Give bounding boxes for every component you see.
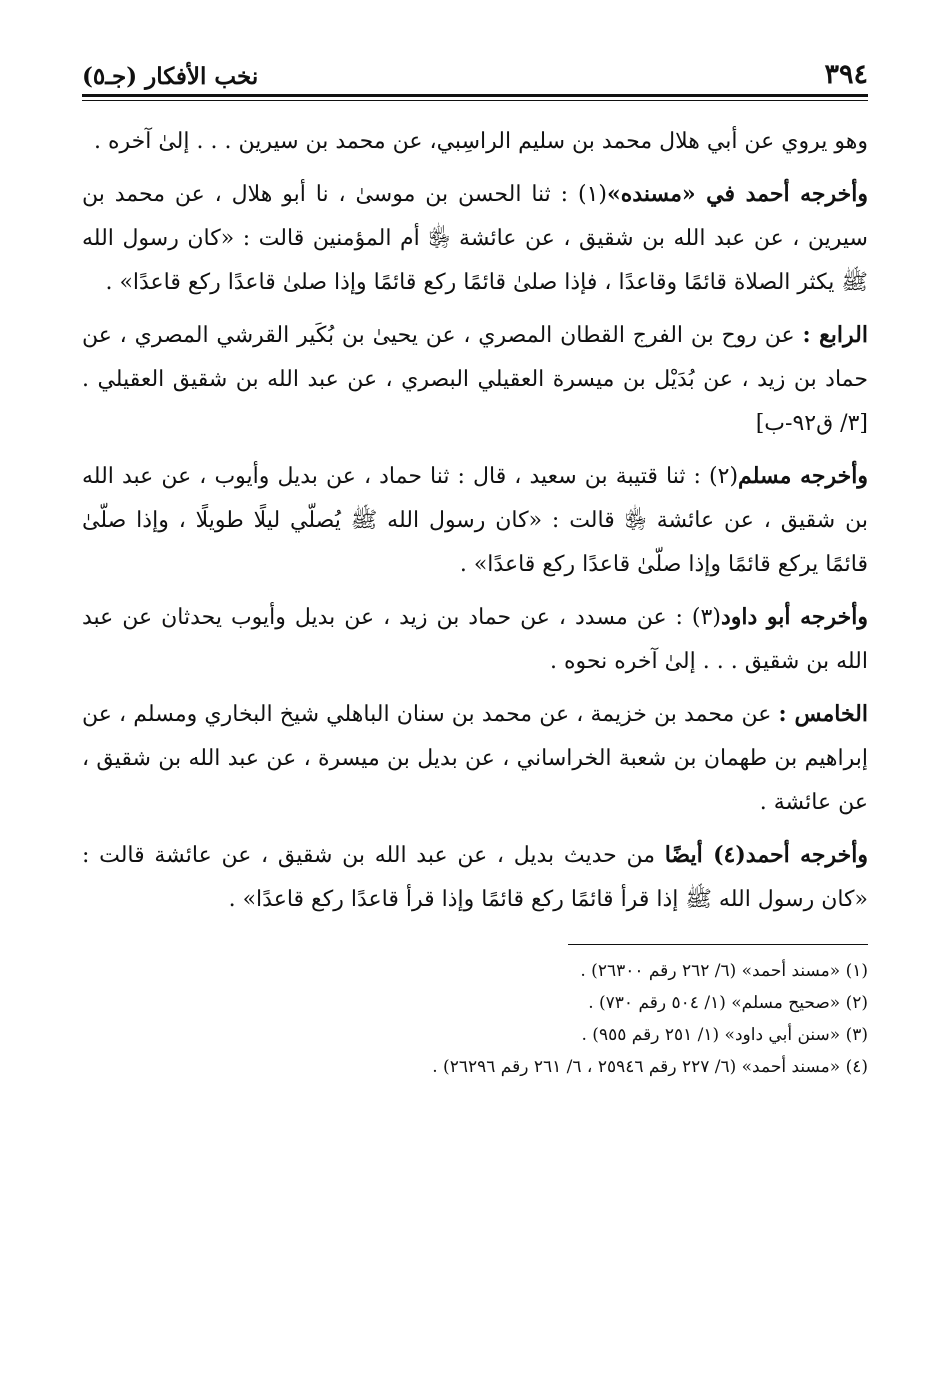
paragraph-text: من حديث بديل ، عن عبد الله بن شقيق ، عن عائشة قالت : «كان رسول الله ﷺ إذا قرأ قائمًا ركع قائمًا وإذا قرأ قاعدًا ركع قاعدًا» . xyxy=(82,843,868,912)
paragraph-1 xyxy=(82,119,868,164)
paragraph-text: (٢) : ثنا قتيبة بن سعيد ، قال : ثنا حماد ، عن بديل وأيوب ، عن عبد الله بن شقيق ، عن عائشة ﵂ قالت : «كان رسول الله ﷺ يُصلّي ليلًا طويلًا ، وإذا صلّىٰ قائمًا يركع قائمًا وإذا صلّىٰ قاعدًا ركع قاعدًا» . xyxy=(82,464,868,577)
paragraph-lead: الرابع : xyxy=(802,322,868,348)
paragraph-2 xyxy=(82,172,868,305)
footnote-4: (٤) «مسند أحمد» (٦/ ٢٢٧ رقم ٢٥٩٤٦ ، ٦/ ٢٦١ رقم ٢٦٢٩٦) . xyxy=(432,1057,868,1077)
main-text xyxy=(82,119,868,922)
header-rule-thin xyxy=(82,100,868,101)
paragraph-5 xyxy=(82,595,868,684)
footnote-3: (٣) «سنن أبي داود» (١/ ٢٥١ رقم ٩٥٥) . xyxy=(581,1025,868,1045)
paragraph-6 xyxy=(82,692,868,825)
footnote-separator xyxy=(568,944,868,945)
paragraph-lead: وأخرجه أبو داود xyxy=(720,604,869,630)
paragraph-lead: وأخرجه مسلم xyxy=(738,463,868,489)
paragraph-4 xyxy=(82,454,868,587)
paragraph-3 xyxy=(82,313,868,446)
header-rule xyxy=(82,94,868,97)
paragraph-text: (٣) : عن مسدد ، عن حماد بن زيد ، عن بديل وأيوب يحدثان عن عبد الله بن شقيق . . . إلىٰ آخره نحوه . xyxy=(82,605,868,674)
footnote-1: (١) «مسند أحمد» (٦/ ٢٦٢ رقم ٢٦٣٠٠) . xyxy=(580,961,868,981)
footnote-2: (٢) «صحيح مسلم» (١/ ٥٠٤ رقم ٧٣٠) . xyxy=(588,993,868,1013)
paragraph-text: عن محمد بن خزيمة ، عن محمد بن سنان الباهلي شيخ البخاري ومسلم ، عن إبراهيم بن طهمان بن شعبة الخراساني ، عن بديل بن ميسرة ، عن عبد الله بن شقيق ، عن عائشة . xyxy=(82,702,868,815)
paragraph-lead: وأخرجه أحمد في «مسنده» xyxy=(607,181,868,207)
paragraph-lead: الخامس : xyxy=(778,701,868,727)
book-page xyxy=(82,50,868,1083)
paragraph-text: (١) : ثنا الحسن بن موسىٰ ، نا أبو هلال ، عن محمد بن سيرين ، عن عبد الله بن شقيق ، عن عائشة ﵂ أم المؤمنين قالت : «كان رسول الله ﷺ يكثر الصلاة قائمًا وقاعدًا ، فإذا صلىٰ قائمًا ركع قائمًا وإذا صلىٰ قاعدًا ركع قاعدًا» . xyxy=(82,182,868,295)
footnotes xyxy=(82,955,868,1083)
book-title: نخب الأفكار (جـ٥) xyxy=(82,63,259,90)
page-number: ٣٩٤ xyxy=(824,59,868,90)
paragraph-lead: وأخرجه أحمد(٤) أيضًا xyxy=(664,842,868,868)
paragraph-text: وهو يروي عن أبي هلال محمد بن سليم الراسِبي، عن محمد بن سيرين . . . إلىٰ آخره . xyxy=(93,129,868,154)
paragraph-text: عن روح بن الفرج القطان المصري ، عن يحيىٰ بن بُكَير القرشي المصري ، عن حماد بن زيد ، عن بُدَيْل بن ميسرة العقيلي البصري ، عن عبد الله بن شقيق العقيلي . [٣/ ق٩٢-ب] xyxy=(82,323,868,436)
paragraph-7 xyxy=(82,833,868,922)
running-header xyxy=(82,50,868,90)
